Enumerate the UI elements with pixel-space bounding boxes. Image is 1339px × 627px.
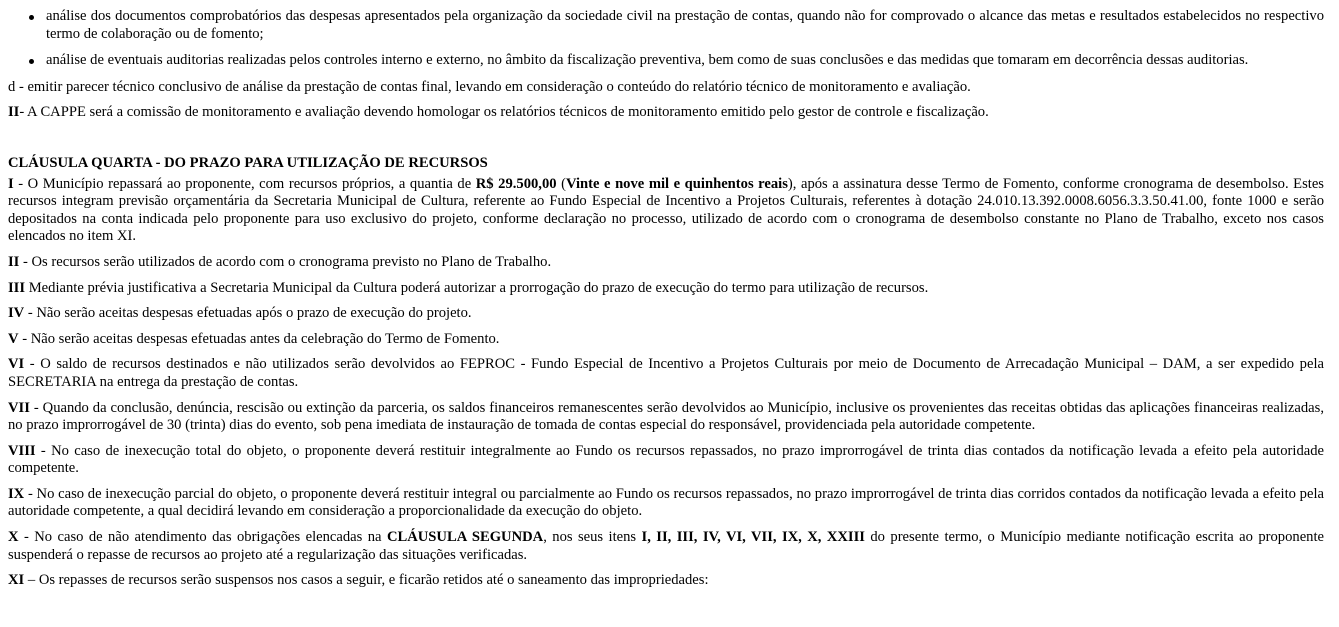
clause-iii: [8, 280, 1324, 298]
clause-ii: [8, 254, 1324, 272]
paragraph-d: d - emitir parecer técnico conclusivo de análise da prestação de contas final, levando em consideração o conteúdo do relatório técnico de monitoramento e avaliação.: [8, 78, 971, 95]
clause-text: ), após a assinatura desse Termo de Fomento, conforme cronograma de desembolso. Estes recursos integram previsão orçamentária da Secretaria Municipal de Cultura, referente ao Fundo Especial de Incentivo a Projetos Culturais, referentes à dotação 24.010.13.392.0008.6056.3.3.50.41.00, fonte 1000 e serão depositados na conta indicada pelo proponente para uso exclusivo do projeto, conforme declaração no processo, utilizado de acordo com o cronograma de desembolso constante no Plano de Trabalho, exceto nos casos elencados no item XI.: [8, 175, 1324, 245]
clause-text: - Não serão aceitas despesas efetuadas antes da celebração do Termo de Fomento.: [18, 330, 500, 347]
clause-items: I, II, III, IV, VI, VII, IX, X, XXIII: [641, 529, 865, 546]
clause-label: XI: [8, 572, 25, 589]
clause-text: do presente termo, o Município mediante notificação escrita ao proponente suspenderá o repasse de recursos ao projeto até a regularização das situações verificadas.: [8, 529, 1325, 563]
clause-text: - A CAPPE será a comissão de monitoramento e avaliação devendo homologar os relatórios técnicos de monitoramento emitido pelo gestor de controle e fiscalização.: [19, 104, 989, 121]
clause-label: I: [8, 175, 14, 192]
list-item-text: análise de eventuais auditorias realizadas pelos controles interno e externo, no âmbito da fiscalização preventiva, bem como de suas conclusões e das medidas que tomaram em decorrência dessas auditorias.: [46, 52, 1249, 69]
amount-words: Vinte e nove mil e quinhentos reais: [565, 175, 788, 192]
section-heading: CLÁUSULA QUARTA - DO PRAZO PARA UTILIZAÇÃO DE RECURSOS: [8, 154, 488, 171]
clause-text: – Os repasses de recursos serão suspensos nos casos a seguir, e ficarão retidos até o saneamento das impropriedades:: [24, 572, 709, 589]
bullet-list: [8, 8, 1324, 70]
clause-label: III: [8, 279, 26, 296]
clause-text: , nos seus itens: [543, 529, 642, 546]
clause-label: II: [8, 104, 20, 121]
clause-ix: [8, 486, 1324, 521]
clause-text: Mediante prévia justificativa a Secretaria Municipal da Cultura poderá autorizar a prorrogação do prazo de execução do termo para utilização de recursos.: [25, 279, 929, 296]
clause-vii: [8, 400, 1324, 435]
bullet-icon: [29, 59, 34, 64]
list-item: [8, 8, 1324, 43]
clause-v: [8, 331, 1324, 349]
bullet-icon: [29, 15, 34, 20]
clause-iv: [8, 305, 1324, 323]
clause-text: - O Município repassará ao proponente, com recursos próprios, a quantia de: [13, 175, 476, 192]
clause-text: - Não serão aceitas despesas efetuadas após o prazo de execução do projeto.: [24, 305, 472, 322]
clause-reference: CLÁUSULA SEGUNDA: [386, 529, 544, 546]
clause-label: II: [8, 253, 20, 270]
clause-text: - No caso de inexecução parcial do objeto, o proponente deverá restituir integral ou parcialmente ao Fundo os recursos repassados, no prazo improrrogável de trinta dias corridos contados da notificação levada a efeito pela autoridade competente, a qual decidirá levando em consideração a proporcionalidade da execução do objeto.: [8, 485, 1324, 520]
amount-value: R$ 29.500,00: [475, 175, 557, 192]
clause-i: [8, 176, 1324, 246]
clause-text: - No caso de inexecução total do objeto, o proponente deverá restituir integralmente ao Fundo os recursos repassados, no prazo improrrogável de trinta dias contados da notificação levada a efeito pela autoridade competente.: [8, 442, 1324, 477]
list-item-text: análise dos documentos comprobatórios das despesas apresentados pela organização da sociedade civil na prestação de contas, quando não for comprovado o alcance das metas e resultados estabelecidos no respectivo termo de colaboração ou de fomento;: [46, 8, 1324, 42]
paragraph-ii: [8, 104, 1324, 122]
clause-viii: [8, 443, 1324, 478]
clause-text: - No caso de não atendimento das obrigações elencadas na: [18, 529, 387, 546]
clause-label: X: [8, 529, 19, 546]
clause-label: IV: [8, 305, 25, 322]
list-item: [8, 52, 1324, 70]
clause-text: - Quando da conclusão, denúncia, rescisão ou extinção da parceria, os saldos financeiros remanescentes serão devolvidos ao Município, inclusive os provenientes das receitas obtidas das aplicações financeiras realizadas, no prazo improrrogável de 30 (trinta) dias do evento, sob pena imediata de instauração de tomada de contas especial do responsável, providenciada pela autoridade competente.: [8, 399, 1324, 434]
document-page: [8, 0, 1324, 590]
clause-label: IX: [8, 485, 25, 502]
clause-label: V: [8, 330, 19, 347]
clause-label: VI: [8, 356, 25, 373]
clause-vi: [8, 356, 1324, 391]
clause-text: - Os recursos serão utilizados de acordo com o cronograma previsto no Plano de Trabalho.: [19, 253, 552, 270]
clause-xi: [8, 572, 1324, 590]
clause-text: (: [556, 175, 566, 192]
clause-x: [8, 529, 1324, 564]
clause-label: VIII: [8, 442, 36, 459]
clause-label: VII: [8, 399, 30, 416]
clause-text: - O saldo de recursos destinados e não utilizados serão devolvidos ao FEPROC - Fundo Especial de Incentivo a Projetos Culturais por meio de Documento de Arrecadação Municipal – DAM, a ser expedido pela SECRETARIA na entrega da prestação de contas.: [8, 356, 1324, 390]
